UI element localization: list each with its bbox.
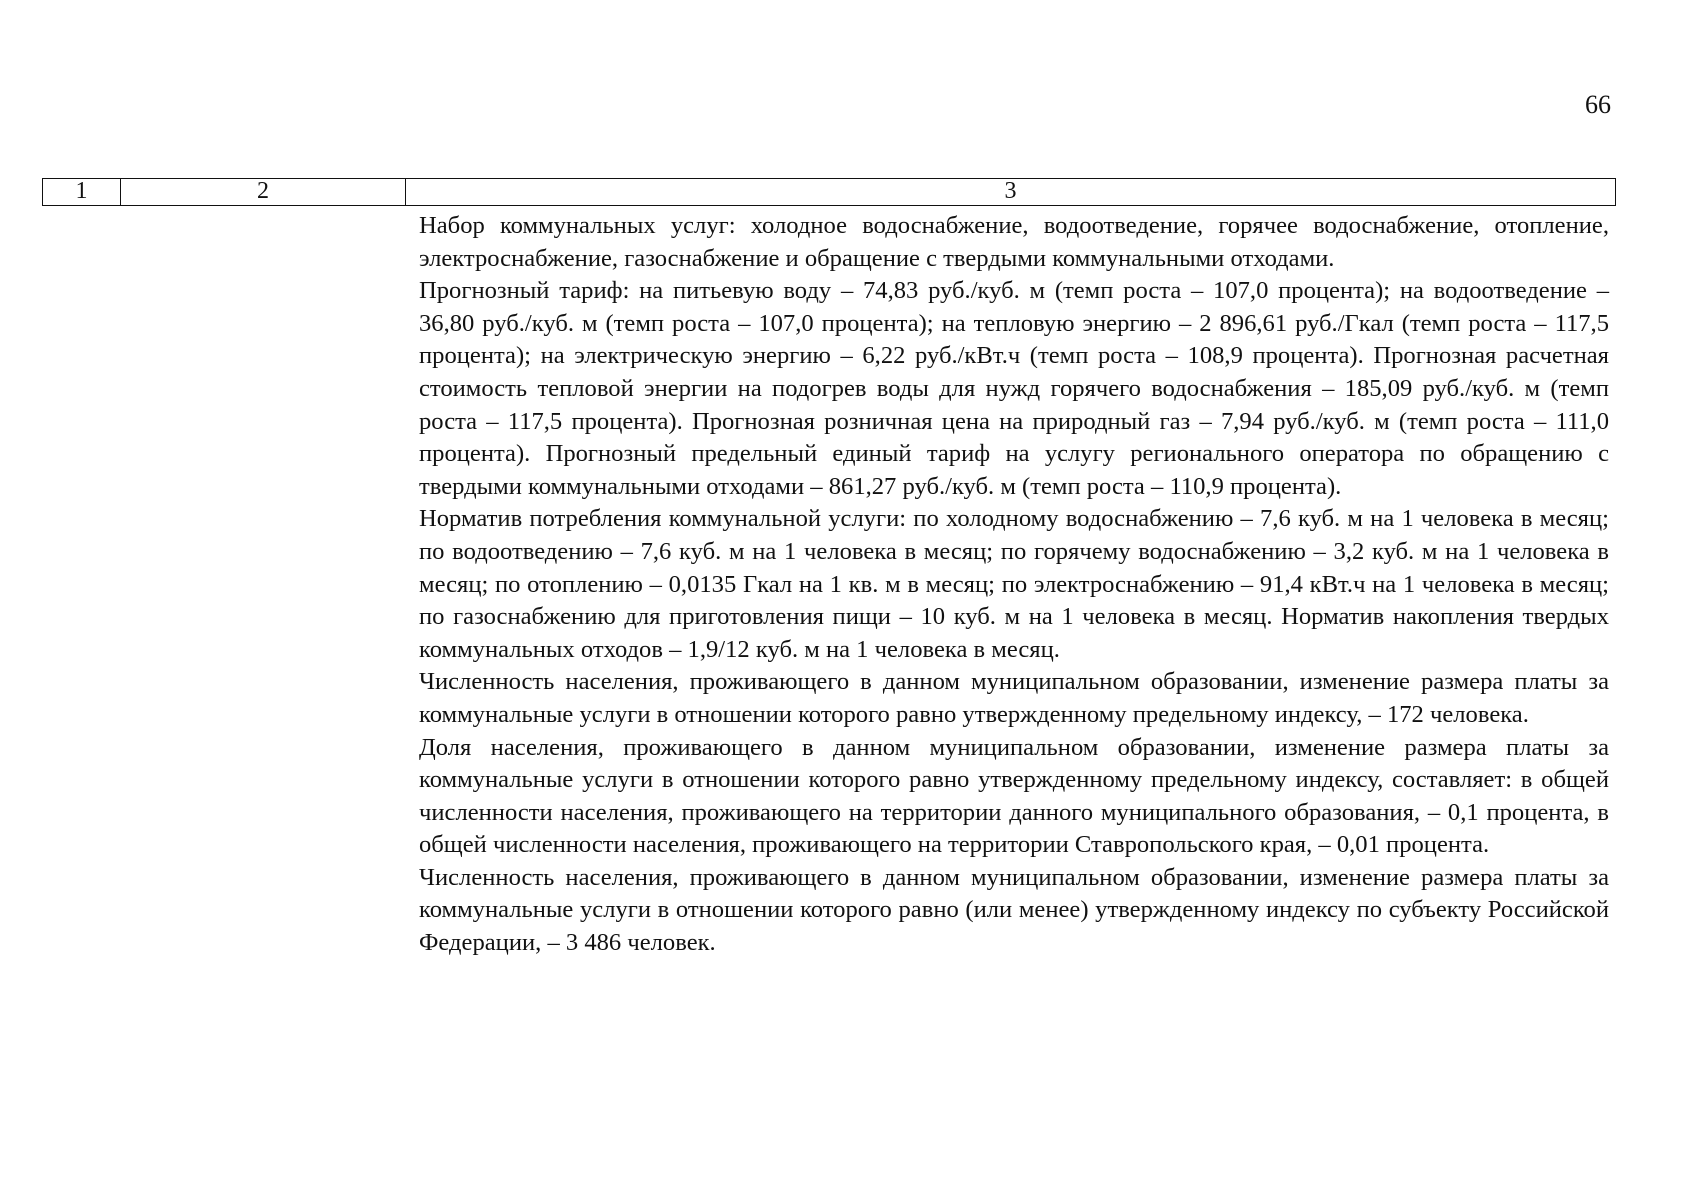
table-header-col-1: 1 (43, 179, 121, 205)
paragraph-consumption-norm: Норматив потребления коммунальной услуги: по холодному водоснабжению – 7,6 куб. м на 1 человека в месяц; по водоотведению – 7,6 куб. м на 1 человека в месяц; по горячему водоснабжению – 3,2 куб. м на 1 человека в месяц; по отоплению – 0,0135 Гкал на 1 кв. м в месяц; по электроснабжению – 91,4 кВт.ч на 1 человека в месяц; по газоснабжению для приготовления пищи – 10 куб. м на 1 человека в месяц. Норматив накопления твердых коммунальных отходов – 1,9/12 куб. м на 1 человека в месяц. (419, 505, 1609, 663)
paragraph-utilities-set: Набор коммунальных услуг: холодное водоснабжение, водоотведение, горячее водоснабжение, отопление, электроснабжение, газоснабжение и обращение с твердыми коммунальными отходами. (419, 212, 1609, 272)
table-header-col-3: 3 (1004, 178, 1017, 204)
table-header-row (42, 178, 1616, 206)
paragraph-population-count: Численность населения, проживающего в данном муниципальном образовании, изменение размера платы за коммунальные услуги в отношении которого равно утвержденному предельному индексу, – 172 человека. (419, 668, 1609, 728)
paragraph-forecast-tariff: Прогнозный тариф: на питьевую воду – 74,83 руб./куб. м (темп роста – 107,0 процента); на водоотведение – 36,80 руб./куб. м (темп роста – 107,0 процента); на тепловую энергию – 2 896,61 руб./Гкал (темп роста – 117,5 процента); на электрическую энергию – 6,22 руб./кВт.ч (темп роста – 108,9 процента). Прогнозная расчетная стоимость тепловой энергии на подогрев воды для нужд горячего водоснабжения – 185,09 руб./куб. м (темп роста – 117,5 процента). Прогнозная розничная цена на природный газ – 7,94 руб./куб. м (темп роста – 111,0 процента). Прогнозный предельный единый тариф на услугу регионального оператора по обращению с твердыми коммунальными отходами – 861,27 руб./куб. м (темп роста – 110,9 процента). (419, 277, 1609, 500)
table-header-col-2: 2 (121, 179, 406, 205)
page-number: 66 (1585, 90, 1611, 119)
paragraph-population-count-regional: Численность населения, проживающего в данном муниципальном образовании, изменение размера платы за коммунальные услуги в отношении которого равно (или менее) утвержденному индексу по субъекту Российской Федерации, – 3 486 человек. (419, 863, 1609, 957)
document-body (419, 210, 1609, 960)
paragraph-population-share: Доля населения, проживающего в данном муниципальном образовании, изменение размера платы за коммунальные услуги в отношении которого равно утвержденному предельному индексу, составляет: в общей численности населения, проживающего на территории данного муниципального образования, – 0,1 процента, в общей численности населения, проживающего на территории Ставропольского края, – 0,01 процента. (419, 733, 1609, 859)
